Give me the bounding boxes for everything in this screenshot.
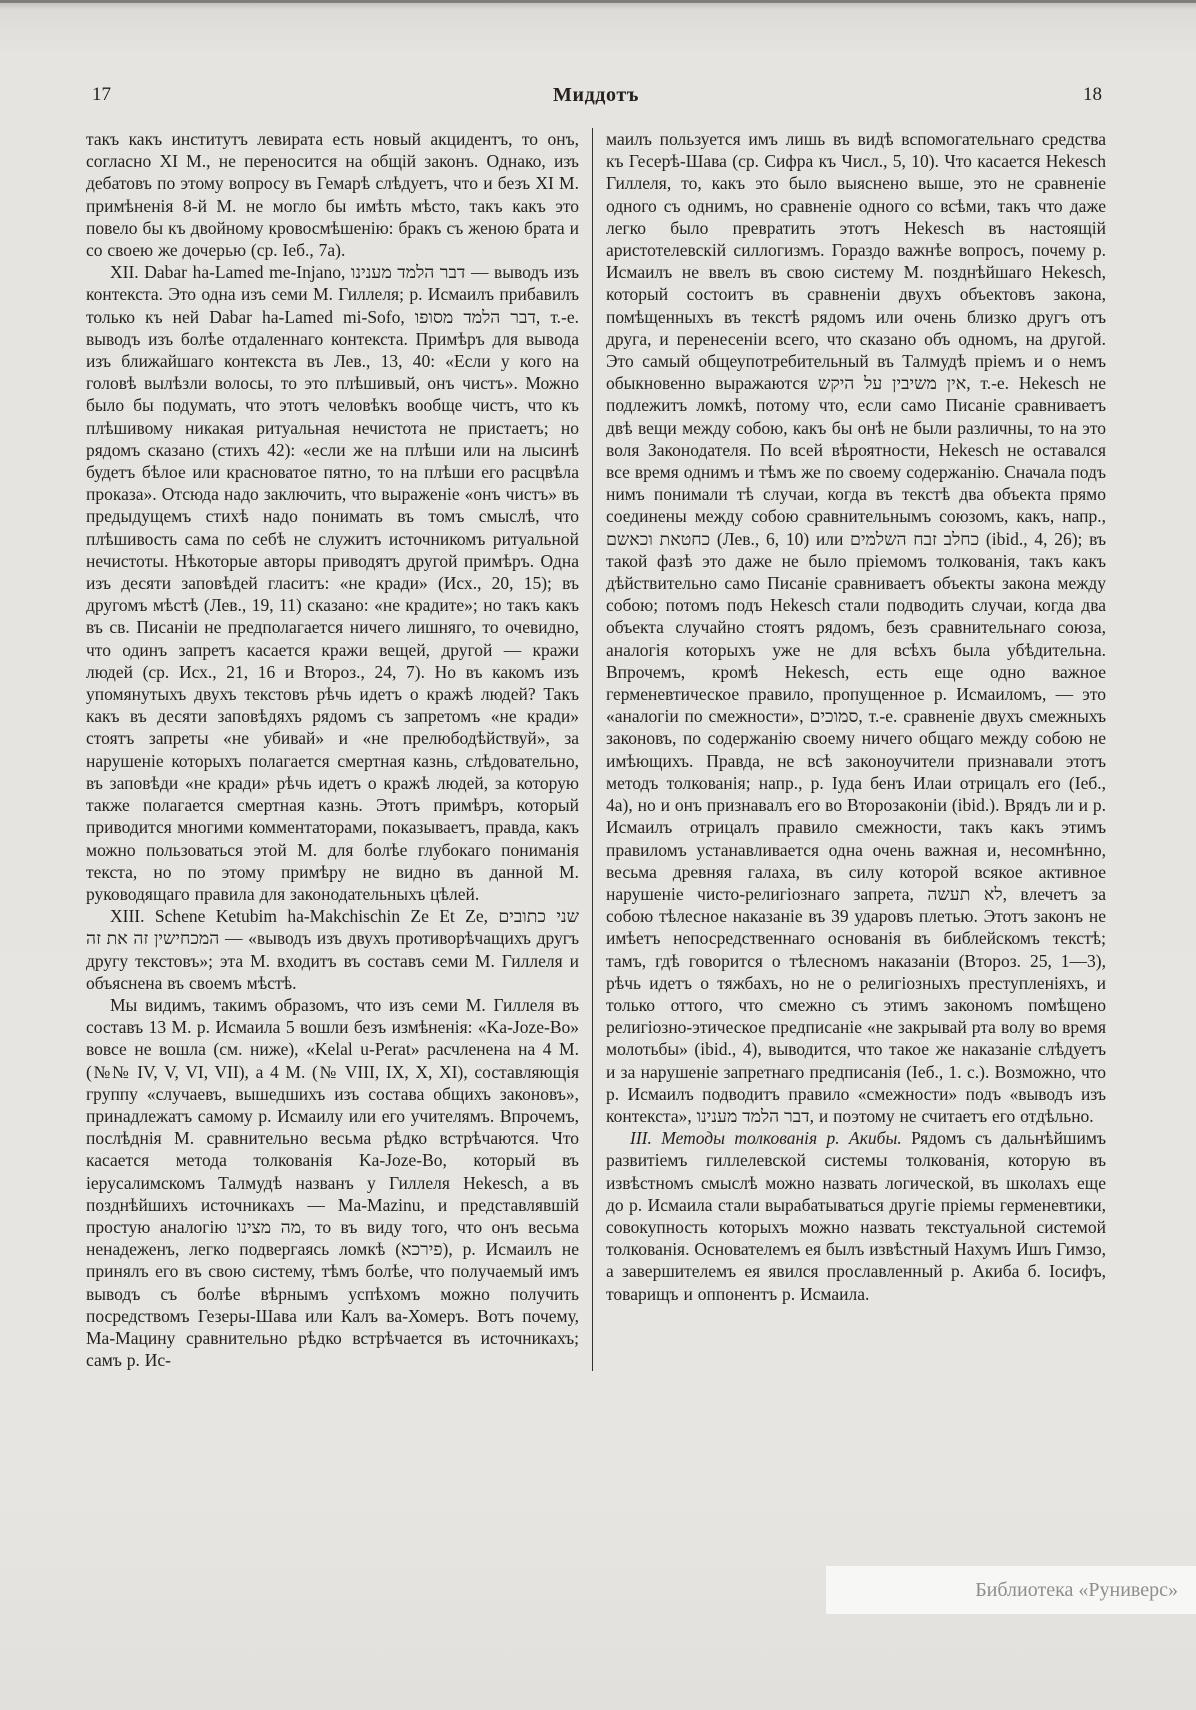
paragraph-text: Рядомъ съ дальнѣйшимъ развитіемъ гиллелевской системы толкованія, которую въ извѣстномъ смыслѣ можно назвать логической, въ школахъ еще до р. Исмаила стали вырабатываться другіе пріемы герменевтики, совокупность которыхъ можно назвать текстуальной системой толкованія. Основателемъ ея былъ извѣстный Нахумъ Ишъ Гимзо, а завершителемъ ея явился прославленный р. Акиба б. Іосифъ, товарищъ и оппонентъ р. Исмаила. [606, 1128, 1107, 1304]
paragraph: XIII. Schene Ketubim ha-Makchischin Ze Et Ze, שני כתובים המכחישין זה את זה — «выводъ изъ двухъ противорѣчащихъ другъ другу текстовъ»; эта М. входитъ въ составъ семи М. Гиллеля и объяснена въ своемъ мѣстѣ. [86, 906, 579, 993]
paragraph: такъ какъ институтъ левирата есть новый акцидентъ, то онъ, согласно XI М., не переносится на общій законъ. Однако, изъ дебатовъ по этому вопросу въ Гемарѣ слѣдуетъ, что и безъ XI М. примѣненія 8-й М. не могло бы имѣть мѣсто, такъ какъ это повело бы къ двойному кровосмѣшенію: бракъ съ женою брата и со своею же дочерью (ср. Іеб., 7а). [86, 129, 579, 261]
page-number-right: 18 [1083, 84, 1102, 105]
page-title: Миддотъ [552, 84, 640, 106]
two-column-text-block [86, 128, 1106, 1371]
paragraph: XII. Dabar ha-Lamed me-Injano, דבר הלמד מענינו — выводъ изъ контекста. Это одна изъ семи М. Гиллеля; р. Исмаилъ прибавилъ только къ ней Dabar ha-Lamed mi-Sofo, דבר הלמד מסופו, т.-е. выводъ изъ болѣе отдаленнаго контекста. Примѣръ для вывода изъ ближайшаго контекста въ Лев., 13, 40: «Если у кого на головѣ вылѣзли волосы, то это плѣшивый, онъ чистъ». Можно было бы подумать, что этотъ человѣкъ вообще чистъ, что къ плѣшивому никакая ритуальная нечистота не пристаетъ; но рядомъ сказано (стихъ 42): «если же на плѣши или на лысинѣ будетъ бѣлое или красноватое пятно, то на плѣши его расцвѣла проказа». Отсюда надо заключить, что выраженіе «онъ чистъ» въ предыдущемъ стихѣ надо понимать въ томъ смыслѣ, что плѣшивость сама по себѣ не служитъ источникомъ ритуальной нечистоты. Нѣкоторые авторы приводятъ другой примѣръ. Одна изъ десяти заповѣдей гласитъ: «не кради» (Исх., 20, 15); въ другомъ мѣстѣ (Лев., 19, 11) сказано: «не крадите»; но такъ какъ въ св. Писаніи не предполагается ничего лишняго, то очевидно, что одинъ запретъ касается кражи вещей, другой — кражи людей (ср. Исх., 21, 16 и Второз., 24, 7). Но въ какомъ изъ упомянутыхъ двухъ текстовъ рѣчь идетъ о кражѣ людей? Такъ какъ въ десяти заповѣдяхъ рядомъ съ запретомъ «не кради» стоятъ запреты «не убивай» и «не прелюбодѣйствуй», за нарушеніе которыхъ полагается смертная казнь, слѣдовательно, въ заповѣди «не кради» рѣчь идетъ о кражѣ людей, за которую также полагается смертная казнь. Этотъ примѣръ, который приводится многими комментаторами, показываетъ, правда, какъ можно пользоваться этой М. для болѣе глубокаго пониманія текста, но по этому примѣру не видно въ данной М. руководящаго правила для законодательныхъ цѣлей. [86, 262, 579, 904]
paragraph [606, 1127, 1106, 1305]
right-column [606, 128, 1106, 1371]
page-header [88, 84, 1104, 112]
paragraph: маилъ пользуется имъ лишь въ видѣ вспомогательнаго средства къ Гесерѣ-Шава (ср. Сифра къ Числ., 5, 10). Что касается Hekesch Гиллеля, то, какъ это было выяснено выше, это не сравненіе одного съ однимъ, но сравненіе одного со всѣми, такъ что даже легко было превратить этотъ Hekesch въ настоящій аристотелевскій силлогизмъ. Гораздо важнѣе вопросъ, почему р. Исмаилъ не ввелъ въ свою систему М. позднѣйшаго Hekesch, который состоитъ въ сравненіи двухъ объектовъ закона, помѣщенныхъ въ текстѣ рядомъ или очень близко другъ отъ друга, и перенесеніи всего, что сказано объ одномъ, на другой. Это самый общеупотребительный въ Талмудѣ пріемъ и о немъ обыкновенно выражаются אין משיבין על היקש, т.-е. Hekesch не подлежитъ ломкѣ, потому что, если само Писаніе сравниваетъ двѣ вещи между собою, какъ бы онѣ не были различны, то на это воля Законодателя. По всей вѣроятности, Hekesch не оставался все время однимъ и тѣмъ же по своему содержанію. Сначала подъ нимъ понимали тѣ случаи, когда въ текстѣ два объекта прямо соединены между собою сравнительнымъ союзомъ, какъ, напр., כחטאת וכאשם (Лев., 6, 10) или כחלב זבח השלמים (ibid., 4, 26); въ такой фазѣ это даже не было пріемомъ толкованія, такъ какъ дѣйствительно само Писаніе сравниваетъ объекты закона между собою; потомъ подъ Hekesch стали подводить случаи, когда два объекта случайно стоятъ рядомъ, безъ сравнительнаго союза, аналогія которыхъ уже не для всѣхъ была убѣдительна. Впрочемъ, кромѣ Hekesch, есть еще одно важное герменевтическое правило, пропущенное р. Исмаиломъ, — это «аналогіи по смежности», סמוכים, т.-е. сравненіе двухъ смежныхъ законовъ, по содержанію своему ничего общаго между собою не имѣющихъ. Правда, не всѣ законоучители признавали этотъ методъ толкованія; напр., р. Іуда бенъ Илаи отрицалъ его (Іеб., 4а), но и онъ признавалъ его во Второзаконіи (ibid.). Врядъ ли и р. Исмаилъ отрицалъ правило смежности, такъ какъ этимъ правиломъ устанавливается одна очень важная и, несомнѣнно, весьма древняя галаха, въ силу которой всякое активное нарушеніе чисто-религіознаго запрета, לא תעשה, влечетъ за собою тѣлесное наказаніе въ 39 ударовъ плетью. Этотъ законъ не имѣетъ непосредственнаго основанія въ библейскомъ текстѣ; тамъ, гдѣ говорится о тѣлесномъ наказаніи (Второз. 25, 1—3), рѣчь идетъ о тяжбахъ, но не о религіозныхъ преступленіяхъ, и только оттого, что смежно съ этимъ закономъ помѣщено религіозно-этическое предписаніе «не закрывай рта волу во время молотьбы» (ibid., 4), выводится, что такое же наказаніе слѣдуетъ и за нарушеніе запретнаго предписанія (Іеб., 1. с.). Возможно, что р. Исмаилъ подводитъ правило «смежности» подъ «выводъ изъ контекста», דבר הלמד מענינו, и поэтому не считаетъ его отдѣльно. [606, 129, 1107, 1126]
left-column [86, 128, 579, 1371]
page-number-left: 17 [92, 84, 111, 105]
column-divider-rule [592, 128, 593, 1371]
scan-edge [0, 0, 1196, 3]
watermark-text: Библиотека «Руниверс» [975, 1578, 1178, 1601]
library-watermark [826, 1566, 1196, 1614]
section-heading: III. Методы толкованія р. Акибы. [630, 1128, 902, 1149]
paragraph: Мы видимъ, такимъ образомъ, что изъ семи М. Гиллеля въ составъ 13 М. р. Исмаила 5 вошли безъ измѣненія: «Ka-Joze-Bo» вовсе не вошла (см. ниже), «Kelal u-Perat» расчленена на 4 М. (№№ IV, V, VI, VII), а 4 М. (№ VIII, IX, X, XI), составляющія группу «случаевъ, вышедшихъ изъ состава общихъ законовъ», принадлежатъ самому р. Исмаилу или его учителямъ. Впрочемъ, послѣднія М. сравнительно весьма рѣдко встрѣчаются. Что касается метода толкованія Ka-Joze-Bo, который въ іерусалимскомъ Талмудѣ названъ у Гиллеля Hekesch, а въ позднѣйшихъ источникахъ — Ma-Mazinu, и представлявшій простую аналогію מה מצינו, то въ виду того, что онъ весьма ненадеженъ, легко подвергаясь ломкѣ (פירכא), р. Исмаилъ не принялъ его въ свою систему, тѣмъ болѣе, что получаемый имъ выводъ съ болѣе вѣрнымъ успѣхомъ можно получить посредствомъ Гезеры-Шава или Калъ ва-Хомеръ. Вотъ почему, Ма-Мацину сравнительно рѣдко встрѣчается въ источникахъ; самъ р. Ис- [86, 994, 579, 1371]
